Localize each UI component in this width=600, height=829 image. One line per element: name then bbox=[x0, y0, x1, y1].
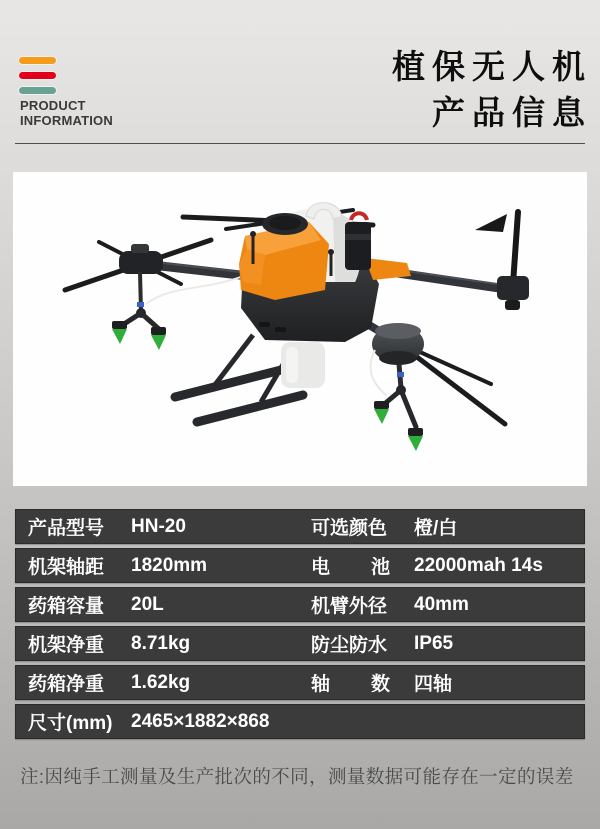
brand-caption-line1: PRODUCT bbox=[20, 98, 86, 113]
spec-label: 防尘防水 bbox=[311, 635, 388, 656]
spec-row-model-color bbox=[15, 509, 585, 544]
stripe-red-icon bbox=[19, 72, 56, 79]
brand-caption-line2: INFORMATION bbox=[20, 112, 113, 128]
spec-label: 机架净重 bbox=[28, 635, 105, 656]
spec-label: 机架轴距 bbox=[28, 557, 105, 578]
spec-value: 1.62kg bbox=[131, 671, 191, 693]
spec-row-frameweight-ip bbox=[15, 626, 585, 661]
spec-label: 电 池 bbox=[311, 557, 390, 578]
drone-illustration bbox=[13, 172, 587, 486]
product-image-panel bbox=[13, 172, 587, 486]
spec-value: 2465×1882×868 bbox=[131, 710, 270, 732]
spec-value: IP65 bbox=[414, 632, 454, 654]
page-title-line2: 产品信息 bbox=[432, 94, 592, 131]
spec-value: 8.71kg bbox=[131, 632, 191, 654]
spec-label: 产品型号 bbox=[28, 518, 105, 539]
spec-value: 四轴 bbox=[414, 674, 453, 695]
spec-label: 轴 数 bbox=[311, 674, 390, 695]
spec-row-tank-armdiameter bbox=[15, 587, 585, 622]
spec-value: 1820mm bbox=[131, 554, 208, 576]
spec-label: 药箱净重 bbox=[28, 674, 105, 695]
spec-label: 可选颜色 bbox=[311, 518, 388, 539]
spec-label: 药箱容量 bbox=[28, 596, 105, 617]
page-title-line1: 植保无人机 bbox=[392, 48, 592, 85]
brand-stripes-icon bbox=[19, 57, 56, 94]
page-title bbox=[392, 44, 592, 136]
spec-value: 20L bbox=[131, 593, 164, 615]
spec-row-tankweight-axes bbox=[15, 665, 585, 700]
stripe-teal-icon bbox=[19, 87, 56, 94]
spec-value: 22000mah 14s bbox=[414, 554, 543, 576]
spec-row-dimensions bbox=[15, 704, 585, 739]
spec-value: 40mm bbox=[414, 593, 469, 615]
spec-value: 橙/白 bbox=[414, 518, 458, 539]
header-divider bbox=[15, 143, 585, 144]
spec-label: 尺寸(mm) bbox=[28, 713, 113, 734]
brand-caption bbox=[20, 99, 113, 128]
stripe-orange-icon bbox=[19, 57, 56, 64]
measurement-disclaimer: 注:因纯手工测量及生产批次的不同，测量数据可能存在一定的误差 bbox=[20, 766, 574, 787]
spec-row-wheelbase-battery bbox=[15, 548, 585, 583]
spec-label: 机臂外径 bbox=[311, 596, 388, 617]
spec-value: HN-20 bbox=[131, 515, 186, 537]
spec-table bbox=[15, 509, 585, 743]
